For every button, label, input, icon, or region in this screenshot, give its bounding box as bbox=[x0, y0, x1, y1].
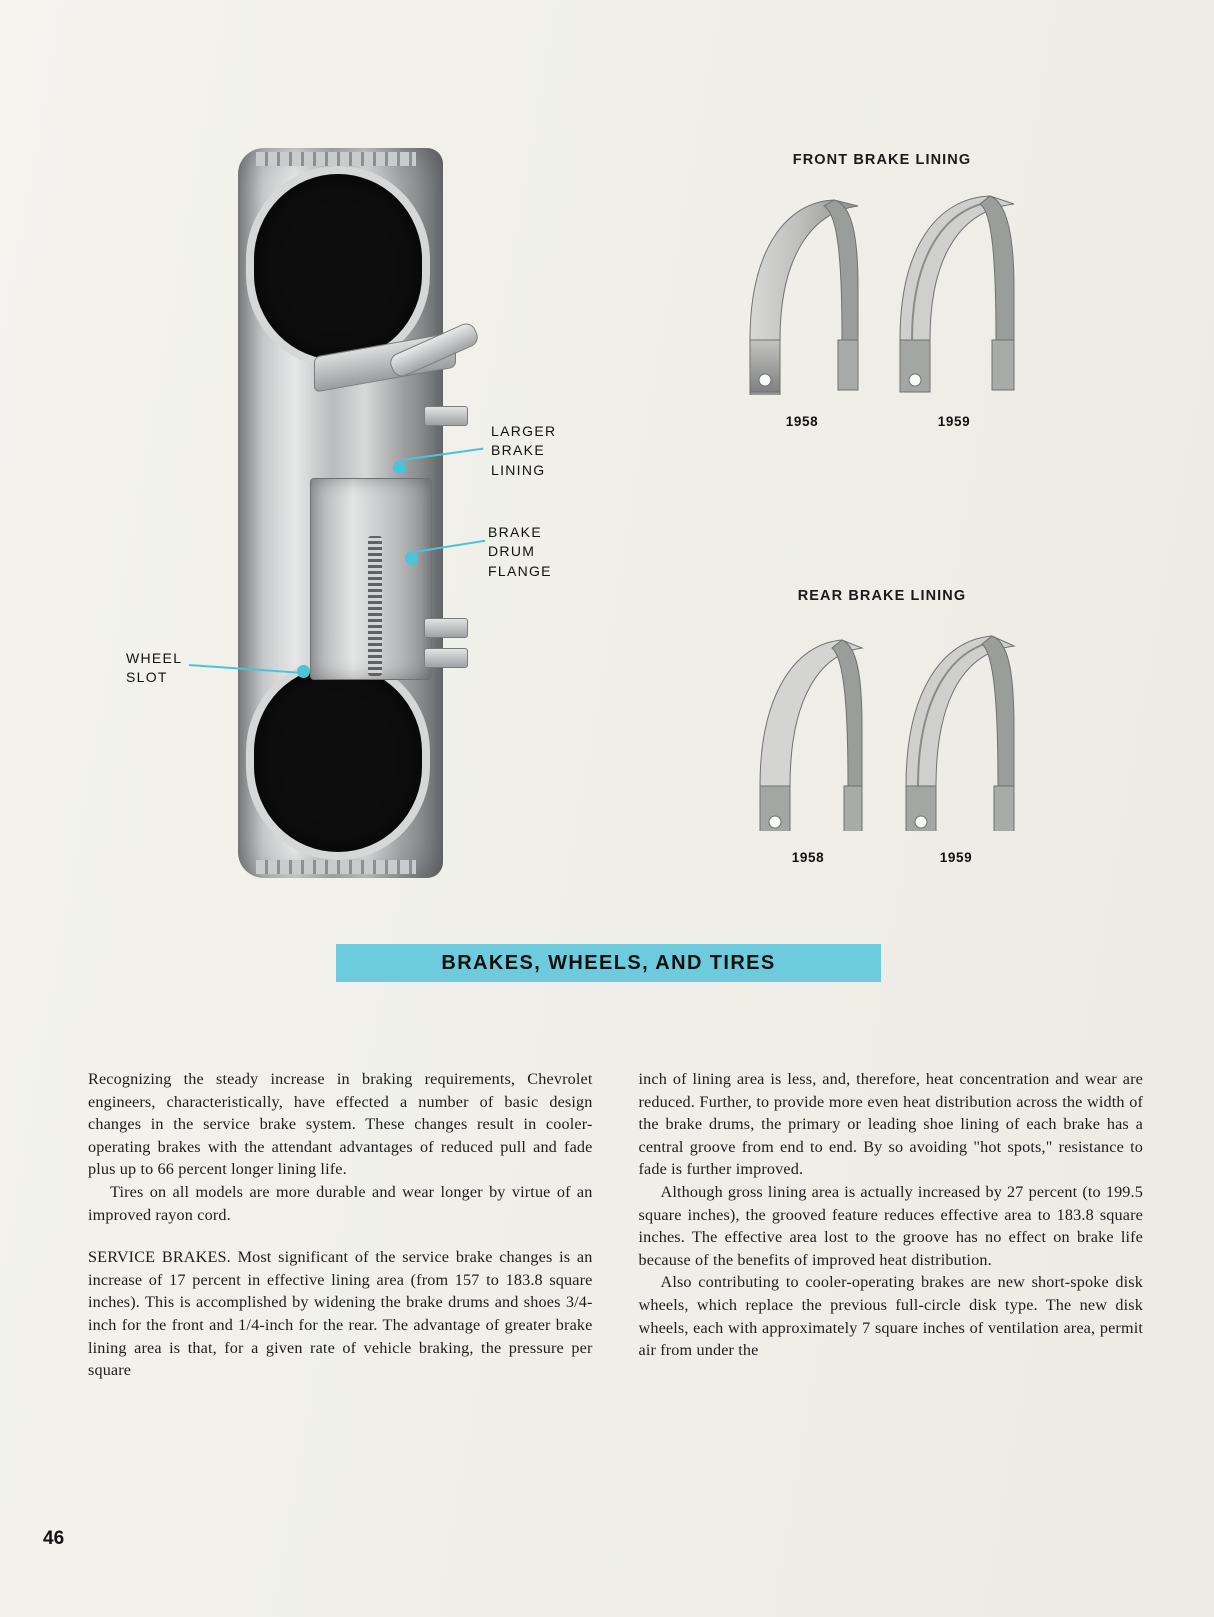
callout-brake-drum-flange bbox=[488, 523, 552, 581]
callout-line: FLANGE bbox=[488, 562, 552, 579]
brake-shoe-graphic bbox=[892, 626, 1020, 831]
rear-brake-shoe-year-1958: 1958 bbox=[791, 850, 825, 865]
paragraph: Also contributing to cooler-operating brakes are new short-spoke disk wheels, which replace the previous full-circle disk type. The new disk wheels, each with approximately 7 square inches of ventilation area, permit air from under the bbox=[638, 1273, 1143, 1360]
right-column bbox=[639, 1068, 1144, 1382]
callout-dot-larger-brake-lining bbox=[393, 461, 406, 474]
drum-edge-top bbox=[256, 152, 416, 166]
flange-tab-middle bbox=[424, 618, 468, 638]
rear-brake-shoe-1959 bbox=[892, 626, 1020, 831]
flange-tab-lower bbox=[424, 648, 468, 668]
brake-shoe-graphic bbox=[738, 190, 866, 395]
drum-edge-bottom bbox=[256, 860, 416, 874]
callout-line: BRAKE bbox=[488, 524, 542, 540]
section-banner bbox=[336, 944, 881, 982]
paragraph: Tires on all models are more durable and wear longer by virtue of an improved rayon cord. bbox=[88, 1182, 593, 1224]
paragraph: SERVICE BRAKES. Most significant of the service brake changes is an increase of 17 percent in effective lining area (from 157 to 183.8 square inches). This is accomplished by widening the brake drums and shoes 3/4-inch for the front and 1/4-inch for the rear. The advantage of greater brake lining area is that, for a given rate of vehicle braking, the pressure per square bbox=[88, 1248, 593, 1380]
rear-brake-shoe-1958 bbox=[744, 626, 872, 831]
callout-line: LINING bbox=[491, 461, 546, 478]
callout-dot-brake-drum-flange bbox=[405, 552, 418, 565]
front-brake-lining-title: FRONT BRAKE LINING bbox=[792, 152, 972, 168]
front-brake-lining-figure bbox=[722, 152, 1042, 452]
front-brake-shoe-1959 bbox=[890, 190, 1018, 395]
left-column bbox=[88, 1068, 593, 1382]
callout-line: BRAKE bbox=[491, 442, 545, 459]
front-brake-shoe-year-1959: 1959 bbox=[937, 414, 971, 429]
cutaway-brake-drum-illustration bbox=[238, 148, 508, 878]
drum-cavity-top bbox=[254, 174, 422, 360]
callout-wheel-slot bbox=[126, 649, 182, 688]
flange-tab-upper bbox=[424, 406, 468, 426]
rear-brake-lining-title: REAR BRAKE LINING bbox=[797, 588, 967, 604]
brake-shoe-graphic bbox=[744, 626, 872, 831]
paragraph: Recognizing the steady increase in braking requirements, Chevrolet engineers, characteristically, have effected a number of basic design changes in the service brake system. These changes result in cooler-operating brakes with the attendant advantages of reduced pull and fade plus up to 66 percent longer lining life. bbox=[88, 1070, 593, 1179]
paragraph: inch of lining area is less, and, therefore, heat concentration and wear are reduced. Further, to provide more even heat distribution across the width of the brake drums, the primary or leading shoe lining of each brake has a central groove from end to end. By so avoiding "hot spots," resistance to fade is further improved. bbox=[638, 1070, 1143, 1179]
callout-line: SLOT bbox=[126, 669, 168, 686]
callout-line: WHEEL bbox=[126, 650, 183, 666]
page-number: 46 bbox=[43, 1528, 65, 1549]
body-columns bbox=[88, 1068, 1143, 1382]
rear-brake-lining-figure bbox=[722, 588, 1042, 888]
front-brake-shoe-year-1958: 1958 bbox=[785, 414, 819, 429]
paragraph: Although gross lining area is actually increased by 27 percent (to 199.5 square inches), the grooved feature reduces effective area to 183.8 square inches. The effective area lost to the groove has no effect on brake life because of the benefits of improved heat distribution. bbox=[638, 1182, 1143, 1269]
callout-larger-brake-lining bbox=[491, 422, 556, 480]
front-brake-shoe-1958 bbox=[738, 190, 866, 395]
rear-brake-shoe-year-1959: 1959 bbox=[939, 850, 973, 865]
drum-cavity-bottom bbox=[254, 666, 422, 852]
brake-shoe-graphic bbox=[890, 190, 1018, 395]
callout-line: LARGER bbox=[491, 423, 557, 439]
callout-line: DRUM bbox=[488, 543, 536, 560]
section-banner-title: BRAKES, WHEELS, AND TIRES bbox=[441, 951, 776, 974]
spring-shape bbox=[368, 536, 382, 676]
